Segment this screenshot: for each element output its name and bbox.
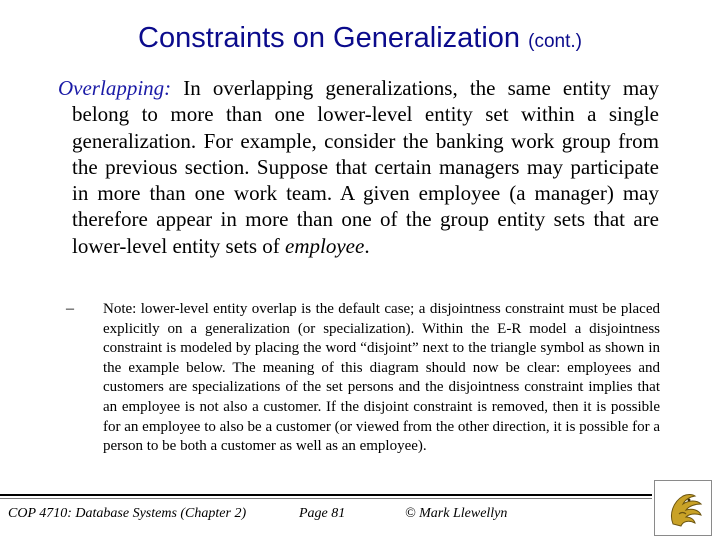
main-paragraph bbox=[58, 75, 659, 259]
logo-frame bbox=[654, 480, 712, 536]
slide-title-suffix: (cont.) bbox=[528, 31, 582, 52]
note-bullet: – bbox=[66, 300, 74, 317]
footer-course: COP 4710: Database Systems (Chapter 2) bbox=[8, 506, 247, 521]
main-text-end: . bbox=[364, 233, 370, 258]
footer-divider bbox=[0, 494, 652, 496]
footer-page-number: Page 81 bbox=[299, 506, 346, 521]
ucf-pegasus-logo-icon bbox=[659, 484, 709, 534]
note-paragraph: Note: lower-level entity overlap is the default case; a disjointness constraint must be placed explicitly on a generalization (or specialization). Within the E-R model a disjointness constraint is modeled by placing the word “disjoint” next to the triangle symbol as shown in the example below. The meaning of this diagram should now be clear: employees and customers are specializations of the set persons and the disjointness constraint implies that an employee is not also a customer. If the disjoint constraint is removed, then it is possible for an employee to also be a customer (or viewed from the other direction, it is possible for a person to be both a customer as well as an employee). bbox=[103, 301, 660, 455]
main-text: In overlapping generalizations, the same entity may belong to more than one lower-level entity set within a single generalization. For example, consider the banking work group from the previous section. Suppose that certain managers may participate in more than one work team. A given employee (a manager) may therefore appear in more than one of the group entity sets that are lower-level entity sets of bbox=[72, 76, 659, 258]
overlapping-label: Overlapping: bbox=[58, 76, 172, 100]
slide-title-main: Constraints on Generalization bbox=[138, 22, 521, 54]
footer-author: © Mark Llewellyn bbox=[405, 506, 508, 521]
main-text-employee: employee bbox=[285, 233, 365, 258]
slide-title bbox=[0, 22, 720, 55]
footer-divider-secondary bbox=[0, 498, 652, 499]
